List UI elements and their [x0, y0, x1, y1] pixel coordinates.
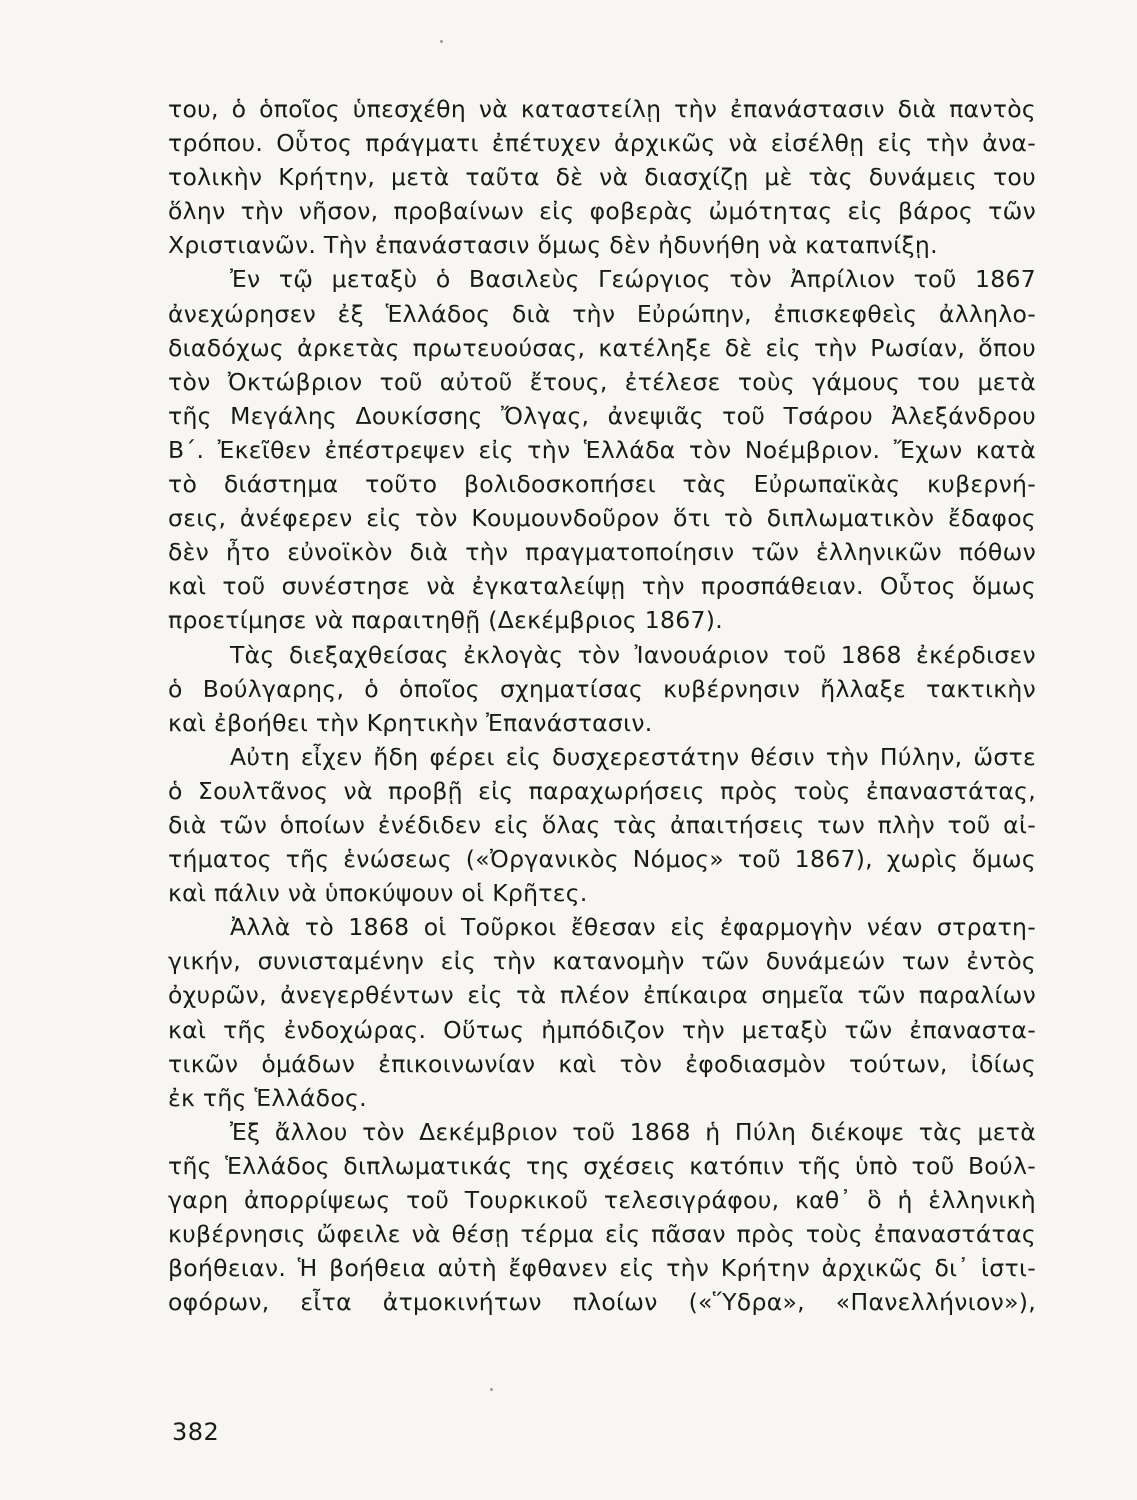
- text-line: τήματος τῆς ἑνώσεως («Ὀργανικὸς Νόμος» τοῦ 1867), χωρὶς ὅμως: [168, 845, 1036, 874]
- speck-bottom: [490, 1388, 493, 1391]
- speck-top: [440, 40, 443, 43]
- text-line: τῆς Ἑλλάδος διπλωματικάς της σχέσεις κατόπιν τῆς ὑπὸ τοῦ Βούλ-: [168, 1151, 1036, 1180]
- text-line: τὸν Ὀκτώβριον τοῦ αὐτοῦ ἔτους, ἐτέλεσε τοὺς γάμους του μετὰ: [168, 367, 1036, 396]
- text-line: Ἐξ ἄλλου τὸν Δεκέμβριον τοῦ 1868 ἡ Πύλη διέκοψε τὰς μετὰ: [230, 1117, 1036, 1146]
- text-line: τῆς Μεγάλης Δουκίσσης Ὄλγας, ἀνεψιᾶς τοῦ Τσάρου Ἀλεξάνδρου: [168, 401, 1036, 430]
- text-line: ὁ Σουλτᾶνος νὰ προβῇ εἰς παραχωρήσεις πρὸς τοὺς ἐπαναστάτας,: [168, 776, 1036, 805]
- text-line: ἀνεχώρησεν ἐξ Ἑλλάδος διὰ τὴν Εὐρώπην, ἐπισκεφθεὶς ἀλληλο-: [168, 299, 1036, 328]
- text-line: οφόρων, εἶτα ἀτμοκινήτων πλοίων («Ὕδρα», «Πανελλήνιον»),: [168, 1288, 1036, 1317]
- body-text: [168, 92, 1036, 1319]
- text-line: του, ὁ ὁποῖος ὑπεσχέθη νὰ καταστείλῃ τὴν ἐπανάστασιν διὰ παντὸς: [168, 95, 1036, 123]
- text-line: τικῶν ὁμάδων ἐπικοινωνίαν καὶ τὸν ἐφοδιασμὸν τούτων, ἰδίως: [168, 1049, 1036, 1078]
- text-line: ὁ Βούλγαρης, ὁ ὁποῖος σχηματίσας κυβέρνησιν ἤλλαξε τακτικὴν: [168, 674, 1036, 703]
- text-line: διαδόχως ἀρκετὰς πρωτευούσας, κατέληξε δὲ εἰς τὴν Ρωσίαν, ὅπου: [168, 333, 1036, 362]
- text-line: διὰ τῶν ὁποίων ἐνέδιδεν εἰς ὅλας τὰς ἀπαιτήσεις των πλὴν τοῦ αἰ-: [168, 810, 1036, 839]
- text-line: δὲν ἦτο εὐνοϊκὸν διὰ τὴν πραγματοποίησιν τῶν ἑλληνικῶν πόθων: [168, 538, 1036, 567]
- text-line: καὶ ἐβοήθει τὴν Κρητικὴν Ἐπανάστασιν.: [168, 708, 653, 737]
- text-line: γικήν, συνισταμένην εἰς τὴν κατανομὴν τῶν δυνάμεών των ἐντὸς: [168, 947, 1036, 976]
- text-line: Αὐτη εἶχεν ἤδη φέρει εἰς δυσχερεστάτην θέσιν τὴν Πύλην, ὥστε: [230, 742, 1036, 771]
- text-line: Ἐν τῷ μεταξὺ ὁ Βασιλεὺς Γεώργιος τὸν Ἀπρίλιον τοῦ 1867: [230, 265, 1036, 294]
- text-line: κυβέρνησις ὤφειλε νὰ θέσῃ τέρμα εἰς πᾶσαν πρὸς τοὺς ἐπαναστάτας: [168, 1220, 1036, 1249]
- text-line: βοήθειαν. Ἡ βοήθεια αὐτὴ ἔφθανεν εἰς τὴν Κρήτην ἀρχικῶς δι᾽ ἱστι-: [168, 1254, 1036, 1283]
- text-line: γαρη ἀπορρίψεως τοῦ Τουρκικοῦ τελεσιγράφου, καθ᾽ ὃ ἡ ἑλληνικὴ: [168, 1186, 1036, 1214]
- text-line: Χριστιανῶν. Τὴν ἐπανάστασιν ὅμως δὲν ἠδυνήθη νὰ καταπνίξῃ.: [168, 231, 938, 260]
- text-line: Ἀλλὰ τὸ 1868 οἱ Τοῦρκοι ἔθεσαν εἰς ἐφαρμογὴν νέαν στρατη-: [230, 913, 1036, 942]
- text-line: καὶ πάλιν νὰ ὑποκύψουν οἱ Κρῆτες.: [168, 879, 588, 908]
- text-line: Β΄. Ἐκεῖθεν ἐπέστρεψεν εἰς τὴν Ἑλλάδα τὸν Νοέμβριον. Ἔχων κατὰ: [168, 435, 1036, 464]
- text-line: σεις, ἀνέφερεν εἰς τὸν Κουμουνδοῦρον ὅτι τὸ διπλωματικὸν ἔδαφος: [168, 504, 1036, 533]
- text-line: Τὰς διεξαχθείσας ἐκλογὰς τὸν Ἰανουάριον τοῦ 1868 ἐκέρδισεν: [230, 640, 1036, 669]
- text-line: τρόπου. Οὗτος πράγματι ἐπέτυχεν ἀρχικῶς νὰ εἰσέλθῃ εἰς τὴν ἀνα-: [168, 129, 1036, 158]
- text-line: τὸ διάστημα τοῦτο βολιδοσκοπήσει τὰς Εὐρωπαϊκὰς κυβερνή-: [168, 470, 1036, 499]
- page-number: 382: [172, 1418, 220, 1446]
- text-line: καὶ τῆς ἐνδοχώρας. Οὕτως ἠμπόδιζον τὴν μεταξὺ τῶν ἐπαναστα-: [168, 1015, 1036, 1044]
- text-line: ὀχυρῶν, ἀνεγερθέντων εἰς τὰ πλέον ἐπίκαιρα σημεῖα τῶν παραλίων: [168, 981, 1036, 1010]
- text-line: ὅλην τὴν νῆσον, προβαίνων εἰς φοβερὰς ὠμότητας εἰς βάρος τῶν: [168, 197, 1036, 226]
- text-line: προετίμησε νὰ παραιτηθῇ (Δεκέμβριος 1867).: [168, 606, 724, 635]
- text-line: τολικὴν Κρήτην, μετὰ ταῦτα δὲ νὰ διασχίζῃ μὲ τὰς δυνάμεις του: [168, 163, 1036, 192]
- text-line: ἐκ τῆς Ἑλλάδος.: [168, 1083, 367, 1112]
- text-line: καὶ τοῦ συνέστησε νὰ ἐγκαταλείψῃ τὴν προσπάθειαν. Οὗτος ὅμως: [168, 572, 1036, 601]
